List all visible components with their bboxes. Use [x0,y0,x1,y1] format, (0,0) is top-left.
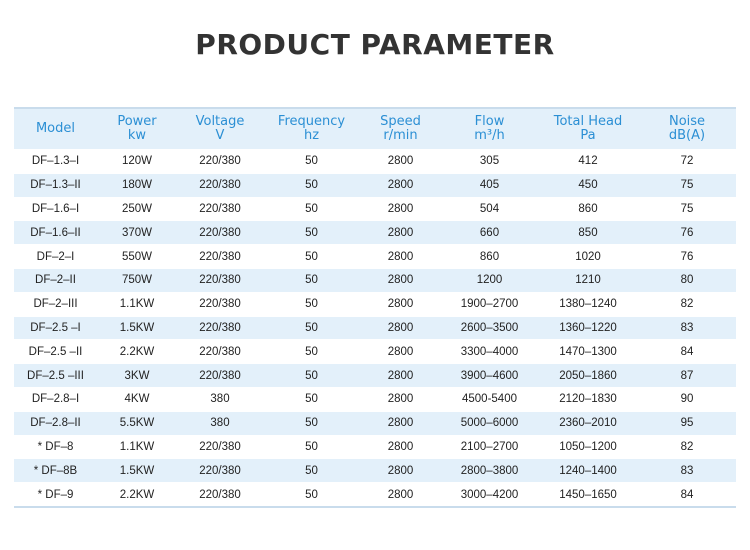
noise-cell: 75 [638,197,736,221]
flow-cell: 2800–3800 [441,459,538,483]
voltage-cell: 220/380 [177,268,263,292]
column-header-noise [638,108,736,150]
power-cell: 1.5KW [97,316,177,340]
frequency-cell: 50 [263,316,360,340]
frequency-cell: 50 [263,197,360,221]
total-head-cell: 2120–1830 [538,387,638,411]
column-header-label: Voltage [195,114,245,129]
frequency-cell: 50 [263,435,360,459]
flow-cell: 305 [441,150,538,174]
table-row [14,387,736,411]
column-header-power [97,108,177,150]
frequency-cell: 50 [263,387,360,411]
noise-cell: 72 [638,150,736,174]
voltage-cell: 220/380 [177,221,263,245]
table-row [14,173,736,197]
column-header-model [14,108,97,150]
column-header-unit: V [215,128,225,143]
column-header-unit: m³/h [474,128,505,143]
model-cell: * DF–8B [14,459,97,483]
power-cell: 5.5KW [97,411,177,435]
model-cell: DF–1.6–II [14,221,97,245]
table-row [14,459,736,483]
speed-cell: 2800 [360,268,441,292]
column-header-label: Noise [668,114,706,129]
frequency-cell: 50 [263,292,360,316]
model-cell: DF–2.5 –III [14,364,97,388]
table-row [14,197,736,221]
total-head-cell: 1020 [538,245,638,269]
column-header-frequency [263,108,360,150]
speed-cell: 2800 [360,292,441,316]
column-header-unit: dB(A) [668,128,706,143]
frequency-cell: 50 [263,268,360,292]
table-row [14,292,736,316]
column-header-label: Total Head [553,114,623,129]
column-header-unit: hz [303,128,320,143]
speed-cell: 2800 [360,435,441,459]
total-head-cell: 1240–1400 [538,459,638,483]
power-cell: 750W [97,268,177,292]
total-head-cell: 1470–1300 [538,340,638,364]
noise-cell: 87 [638,364,736,388]
flow-cell: 2600–3500 [441,316,538,340]
table-body [14,150,736,507]
power-cell: 1.1KW [97,292,177,316]
frequency-cell: 50 [263,245,360,269]
power-cell: 120W [97,150,177,174]
noise-cell: 82 [638,292,736,316]
model-cell: DF–1.3–I [14,150,97,174]
voltage-cell: 220/380 [177,459,263,483]
total-head-cell: 1380–1240 [538,292,638,316]
frequency-cell: 50 [263,150,360,174]
table-row [14,411,736,435]
power-cell: 1.1KW [97,435,177,459]
speed-cell: 2800 [360,483,441,507]
column-header-unit: r/min [383,128,418,143]
total-head-cell: 1360–1220 [538,316,638,340]
noise-cell: 83 [638,459,736,483]
power-cell: 180W [97,173,177,197]
table-row [14,340,736,364]
noise-cell: 80 [638,268,736,292]
flow-cell: 3900–4600 [441,364,538,388]
voltage-cell: 220/380 [177,197,263,221]
frequency-cell: 50 [263,221,360,245]
flow-cell: 660 [441,221,538,245]
noise-cell: 90 [638,387,736,411]
power-cell: 2.2KW [97,340,177,364]
voltage-cell: 380 [177,411,263,435]
power-cell: 370W [97,221,177,245]
speed-cell: 2800 [360,221,441,245]
noise-cell: 76 [638,245,736,269]
frequency-cell: 50 [263,483,360,507]
flow-cell: 5000–6000 [441,411,538,435]
column-header-speed [360,108,441,150]
voltage-cell: 220/380 [177,245,263,269]
noise-cell: 75 [638,173,736,197]
table-header-row [14,108,736,150]
total-head-cell: 1450–1650 [538,483,638,507]
speed-cell: 2800 [360,387,441,411]
speed-cell: 2800 [360,245,441,269]
model-cell: DF–2.8–II [14,411,97,435]
column-header-label: Power [117,114,157,129]
speed-cell: 2800 [360,459,441,483]
page-title: PRODUCT PARAMETER [195,28,555,61]
speed-cell: 2800 [360,173,441,197]
power-cell: 550W [97,245,177,269]
table-row [14,150,736,174]
voltage-cell: 220/380 [177,173,263,197]
flow-cell: 405 [441,173,538,197]
flow-cell: 2100–2700 [441,435,538,459]
model-cell: DF–2–I [14,245,97,269]
power-cell: 2.2KW [97,483,177,507]
model-cell: * DF–8 [14,435,97,459]
column-header-total-head [538,108,638,150]
total-head-cell: 450 [538,173,638,197]
flow-cell: 3300–4000 [441,340,538,364]
speed-cell: 2800 [360,197,441,221]
noise-cell: 84 [638,483,736,507]
column-header-label: Model [35,121,76,136]
flow-cell: 4500-5400 [441,387,538,411]
total-head-cell: 860 [538,197,638,221]
total-head-cell: 412 [538,150,638,174]
noise-cell: 82 [638,435,736,459]
total-head-cell: 2050–1860 [538,364,638,388]
table-row [14,435,736,459]
voltage-cell: 220/380 [177,292,263,316]
voltage-cell: 220/380 [177,483,263,507]
column-header-unit: Pa [580,128,596,143]
speed-cell: 2800 [360,150,441,174]
flow-cell: 504 [441,197,538,221]
speed-cell: 2800 [360,340,441,364]
model-cell: DF–2.5 –II [14,340,97,364]
speed-cell: 2800 [360,364,441,388]
model-cell: DF–2.5 –I [14,316,97,340]
column-header-label: Frequency [277,114,346,129]
total-head-cell: 1210 [538,268,638,292]
flow-cell: 1900–2700 [441,292,538,316]
column-header-label: Flow [474,114,505,129]
model-cell: DF–2–II [14,268,97,292]
table-row [14,364,736,388]
voltage-cell: 220/380 [177,316,263,340]
model-cell: DF–1.6–I [14,197,97,221]
flow-cell: 1200 [441,268,538,292]
voltage-cell: 220/380 [177,340,263,364]
table-row [14,245,736,269]
frequency-cell: 50 [263,411,360,435]
power-cell: 250W [97,197,177,221]
frequency-cell: 50 [263,340,360,364]
noise-cell: 83 [638,316,736,340]
model-cell: DF–2.8–I [14,387,97,411]
power-cell: 4KW [97,387,177,411]
noise-cell: 76 [638,221,736,245]
total-head-cell: 850 [538,221,638,245]
parameter-table [14,107,736,508]
model-cell: * DF–9 [14,483,97,507]
model-cell: DF–1.3–II [14,173,97,197]
speed-cell: 2800 [360,411,441,435]
frequency-cell: 50 [263,173,360,197]
power-cell: 3KW [97,364,177,388]
table-row [14,483,736,507]
table-row [14,268,736,292]
voltage-cell: 220/380 [177,364,263,388]
model-cell: DF–2–III [14,292,97,316]
total-head-cell: 1050–1200 [538,435,638,459]
voltage-cell: 220/380 [177,435,263,459]
column-header-flow [441,108,538,150]
voltage-cell: 220/380 [177,150,263,174]
column-header-label: Speed [380,114,421,129]
speed-cell: 2800 [360,316,441,340]
voltage-cell: 380 [177,387,263,411]
power-cell: 1.5KW [97,459,177,483]
frequency-cell: 50 [263,459,360,483]
column-header-voltage [177,108,263,150]
table-row [14,316,736,340]
noise-cell: 84 [638,340,736,364]
noise-cell: 95 [638,411,736,435]
flow-cell: 860 [441,245,538,269]
table-row [14,221,736,245]
frequency-cell: 50 [263,364,360,388]
flow-cell: 3000–4200 [441,483,538,507]
total-head-cell: 2360–2010 [538,411,638,435]
column-header-unit: kw [127,128,147,143]
